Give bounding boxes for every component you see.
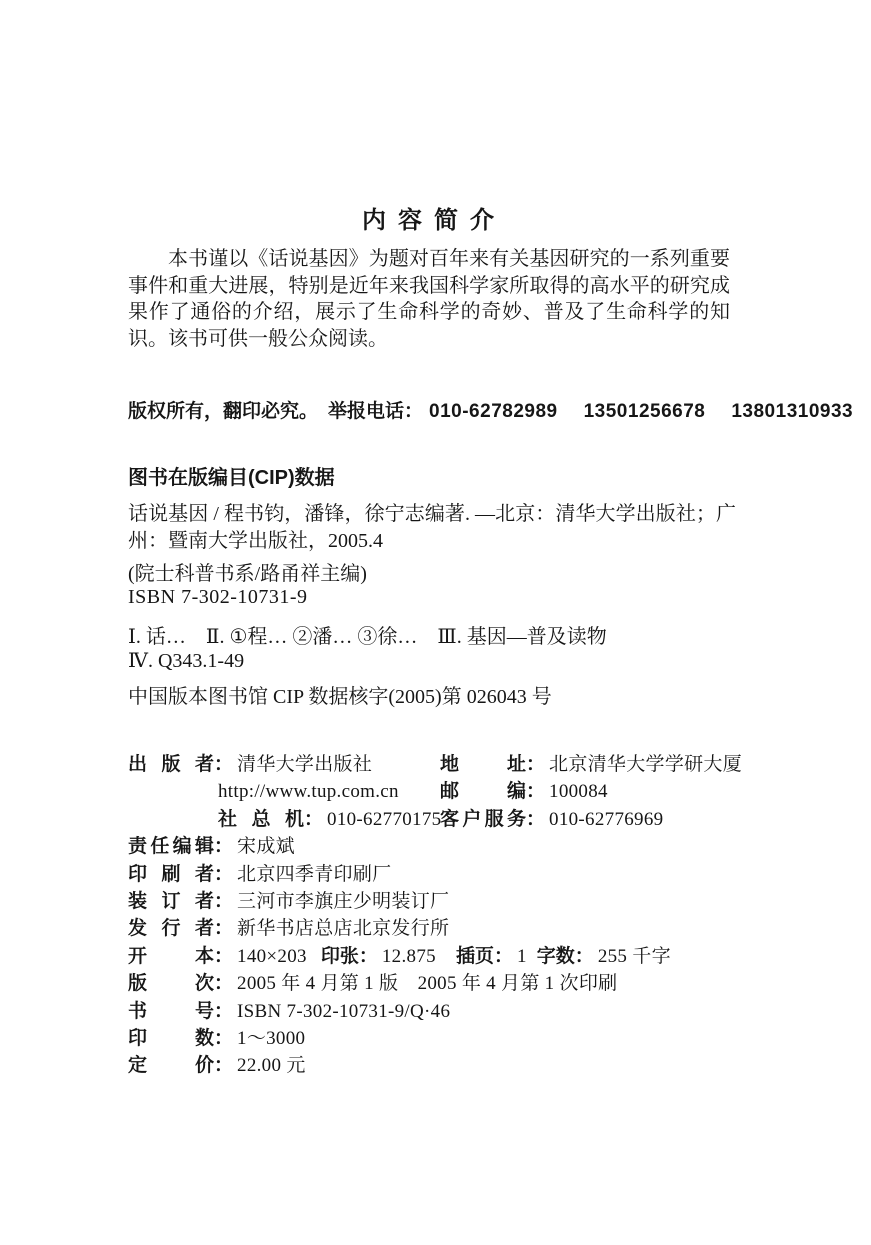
customer-service-label: 客户服务 [440, 808, 526, 830]
colophon-row-printrun [128, 1023, 744, 1050]
publisher-label: 出版者 [128, 754, 214, 775]
distributor-value: 新华书店总店北京发行所 [237, 918, 450, 940]
cip-series-note: (院士科普书系/路甬祥主编) [128, 563, 367, 585]
sheets-label: 印张 [320, 945, 359, 967]
label-colon: ： [574, 945, 594, 967]
cip-isbn: ISBN 7-302-10731-9 [128, 586, 308, 608]
label-colon: ： [304, 808, 324, 830]
label-colon: ： [526, 808, 546, 830]
label-colon: ： [214, 1027, 234, 1049]
price-value: 22.00 元 [237, 1055, 306, 1077]
colophon-row-format [128, 941, 744, 968]
distributor-label: 发行者 [128, 918, 214, 940]
cip-registry-number: 中国版本图书馆 CIP 数据核字(2005)第 026043 号 [128, 686, 552, 708]
sheets-value: 12.875 [381, 945, 436, 967]
publisher-value: 清华大学出版社 [237, 754, 373, 775]
label-colon: ： [214, 945, 234, 967]
summary-paragraph: 本书谨以《话说基因》为题对百年来有关基因研究的一系列重要事件和重大进展，特别是近年来我国科学家所取得的高水平的研究成果作了通俗的介绍，展示了生命科学的奇妙、普及了生命科学的知识。该书可供一般公众阅读。 [128, 248, 730, 350]
colophon-row-switchboard-service [128, 804, 744, 831]
printrun-value: 1～3000 [237, 1027, 306, 1049]
format-label: 开本 [128, 945, 214, 967]
label-colon: ： [214, 890, 234, 912]
report-phone-1: 010-62782989 [429, 401, 558, 422]
label-colon: ： [358, 945, 378, 967]
label-colon: ： [214, 918, 234, 940]
label-colon: ： [493, 945, 513, 967]
report-phone-3: 13801310933 [731, 401, 854, 422]
binder-value: 三河市李旗庄少明装订厂 [237, 890, 450, 912]
label-colon: ： [214, 836, 234, 858]
colophon-row-publisher [128, 749, 744, 776]
cip-classification-line: Ⅰ. 话… Ⅱ. ①程… ②潘… ③徐… Ⅲ. 基因—普及读物 [128, 626, 607, 648]
label-colon: ： [526, 754, 546, 775]
label-colon: ： [214, 973, 234, 995]
switchboard-value: 010-62770175 [327, 808, 442, 830]
colophon-row-binder [128, 886, 744, 913]
wordcount-value: 255 千字 [597, 945, 671, 967]
cip-heading: 图书在版编目(CIP)数据 [128, 467, 335, 489]
address-value: 北京清华大学学研大厦 [549, 754, 743, 775]
summary-title: 内容简介 [362, 207, 506, 234]
colophon-block [128, 749, 744, 1078]
label-colon: ： [214, 1055, 234, 1077]
address-label: 地址 [440, 754, 526, 775]
inserts-value: 1 [516, 945, 527, 967]
printer-value: 北京四季青印刷厂 [237, 863, 392, 885]
postcode-label: 邮编 [440, 781, 526, 803]
copyright-notice: 版权所有，翻印必究。 [128, 401, 319, 422]
printer-label: 印刷者 [128, 863, 214, 885]
postcode-value: 100084 [549, 781, 608, 803]
colophon-row-distributor [128, 913, 744, 940]
booknumber-value: ISBN 7-302-10731-9/Q·46 [237, 1000, 451, 1022]
report-phone-label: 举报电话： [328, 401, 424, 422]
edition-label: 版次 [128, 973, 214, 995]
label-colon: ： [214, 863, 234, 885]
editor-value: 宋成斌 [237, 836, 295, 858]
wordcount-label: 字数 [536, 945, 575, 967]
colophon-row-url-postcode [128, 776, 744, 803]
label-colon: ： [214, 1000, 234, 1022]
cip-classification-line-2: Ⅳ. Q343.1-49 [128, 650, 245, 672]
edition-value: 2005 年 4 月第 1 版 2005 年 4 月第 1 次印刷 [237, 973, 618, 995]
inserts-label: 插页 [455, 945, 494, 967]
publisher-url: http://www.tup.com.cn [218, 781, 399, 803]
label-colon: ： [526, 781, 546, 803]
format-value: 140×203 [237, 945, 307, 967]
editor-label: 责任编辑 [128, 836, 214, 858]
binder-label: 装订者 [128, 890, 214, 912]
colophon-row-edition [128, 968, 744, 995]
switchboard-label: 社总机 [218, 808, 304, 830]
report-phone-2: 13501256678 [583, 401, 706, 422]
booknumber-label: 书号 [128, 1000, 214, 1022]
copyright-line [128, 396, 854, 423]
customer-service-value: 010-62776969 [549, 808, 664, 830]
colophon-row-booknumber [128, 996, 744, 1023]
colophon-row-printer [128, 859, 744, 886]
price-label: 定价 [128, 1055, 214, 1077]
colophon-row-price [128, 1050, 744, 1077]
cip-record: 话说基因 / 程书钧，潘锋，徐宁志编著. —北京：清华大学出版社；广州：暨南大学出版社，2005.4 [128, 503, 736, 552]
colophon-row-editor [128, 831, 744, 858]
label-colon: ： [214, 754, 234, 775]
printrun-label: 印数 [128, 1027, 214, 1049]
